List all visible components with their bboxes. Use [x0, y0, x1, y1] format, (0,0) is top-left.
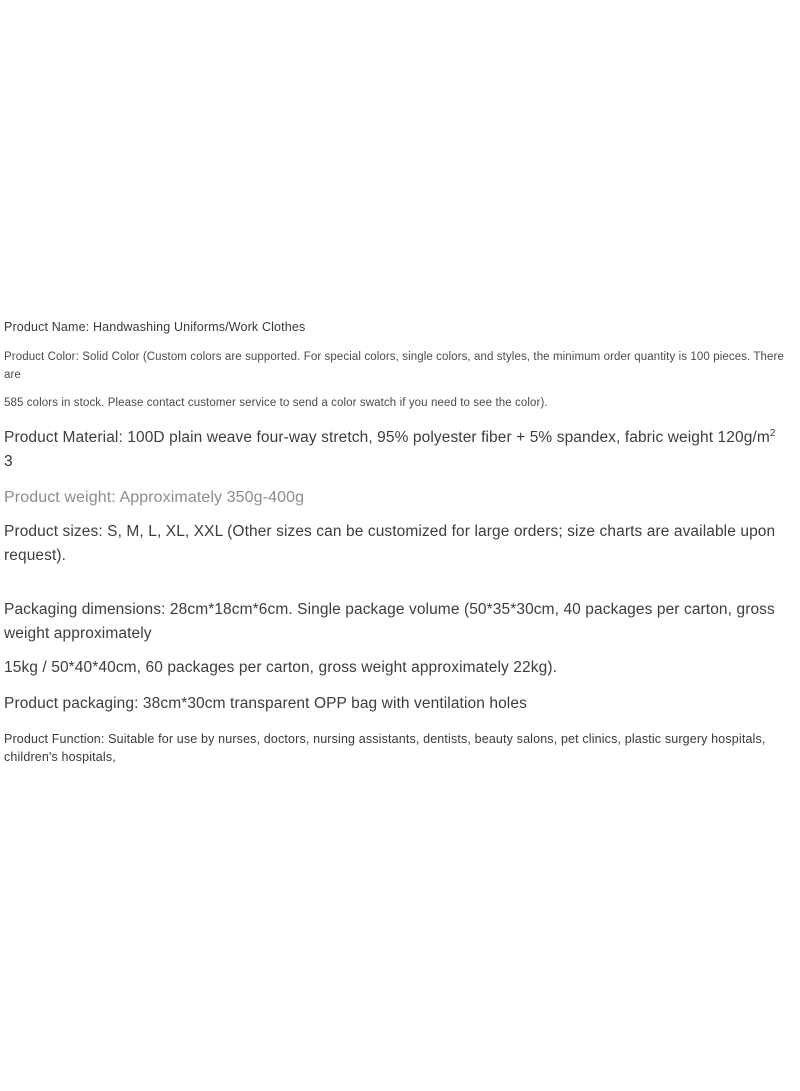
product-name-line: Product Name: Handwashing Uniforms/Work Clothes — [4, 320, 306, 334]
product-material-text: Product Material: 100D plain weave four-way stretch, 95% polyester fiber + 5% spandex, fabric weight 120g/m — [4, 429, 770, 446]
product-packaging-line: Product packaging: 38cm*30cm transparent OPP bag with ventilation holes — [4, 695, 527, 712]
product-weight-line: Product weight: Approximately 350g-400g — [4, 489, 305, 506]
product-sizes-line: Product sizes: S, M, L, XL, XXL (Other sizes can be customized for large orders; size charts are available upon request). — [4, 523, 776, 564]
packaging-dimensions-line-2: 15kg / 50*40*40cm, 60 packages per carton, gross weight approximately 22kg). — [4, 659, 557, 676]
packaging-dimensions-line-1: Packaging dimensions: 28cm*18cm*6cm. Single package volume (50*35*30cm, 40 packages per carton, gross weight approximately — [4, 601, 775, 642]
product-color-line-2: 585 colors in stock. Please contact customer service to send a color swatch if you need to see the color). — [4, 397, 548, 409]
product-color-line-1: Product Color: Solid Color (Custom colors are supported. For special colors, single colors, and styles, the minimum order quantity is 100 pieces. There are — [4, 351, 784, 381]
product-material-line — [4, 426, 796, 450]
product-function-line: Product Function: Suitable for use by nurses, doctors, nursing assistants, dentists, beauty salons, pet clinics, plastic surgery hospitals, children's hospitals, — [4, 732, 766, 764]
product-description-block — [4, 318, 796, 766]
product-material-continuation: 3 — [4, 453, 13, 470]
square-meter-superscript: 2 — [769, 427, 776, 439]
